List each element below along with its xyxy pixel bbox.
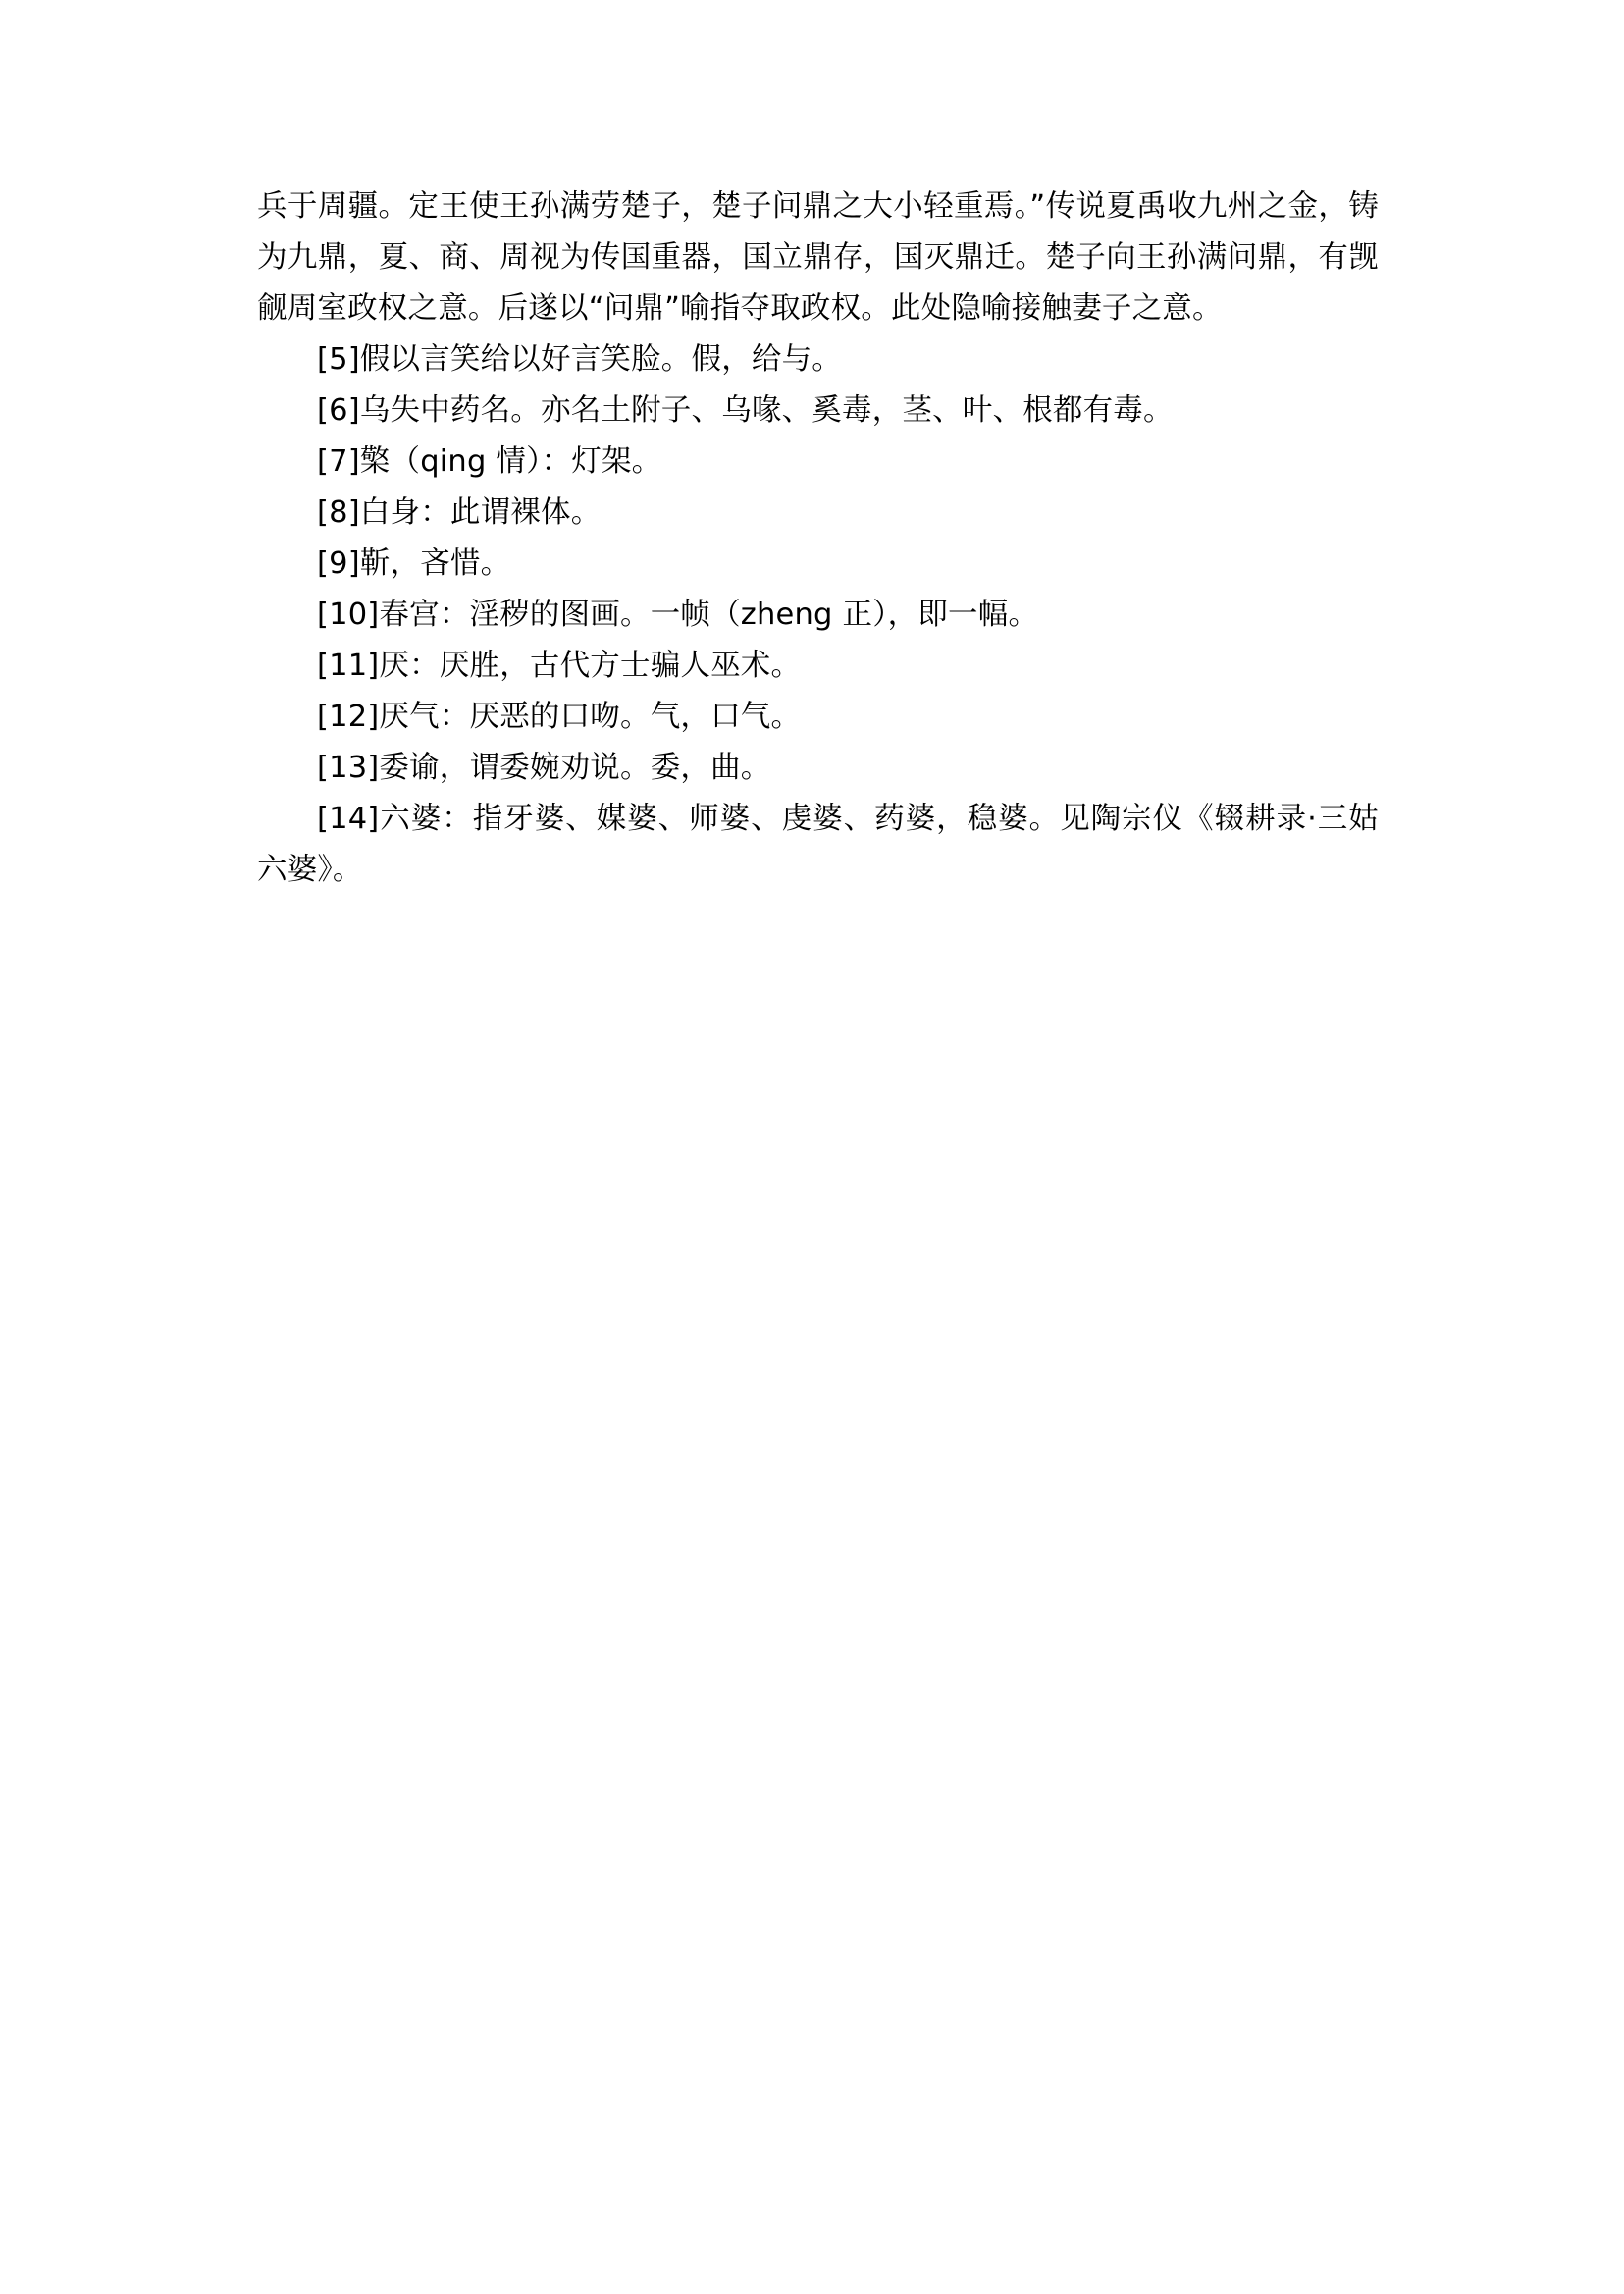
annotation-item-11: [11]厌：厌胜，古代方士骗人巫术。 bbox=[317, 649, 802, 683]
annotation-item-9: [9]靳，吝惜。 bbox=[317, 547, 511, 581]
annotation-item-10: [10]春宫：淫秽的图画。一帧（zheng 正），即一幅。 bbox=[317, 598, 1039, 632]
page-body bbox=[257, 182, 1379, 896]
annotation-item-14: [14]六婆：指牙婆、媒婆、师婆、虔婆、药婆，稳婆。见陶宗仪《辍耕录·三姑六婆》。 bbox=[257, 802, 1379, 887]
annotation-item-5: [5]假以言笑给以好言笑脸。假，给与。 bbox=[317, 342, 843, 377]
annotation-item-13: [13]委谕，谓委婉劝说。委，曲。 bbox=[317, 751, 771, 785]
annotation-item-7: [7]檠（qing 情）：灯架。 bbox=[317, 444, 662, 479]
annotation-item-6: [6]乌失中药名。亦名土附子、乌喙、奚毒，茎、叶、根都有毒。 bbox=[317, 393, 1174, 428]
annotation-list bbox=[257, 335, 1379, 896]
annotation-item-12: [12]厌气：厌恶的口吻。气，口气。 bbox=[317, 700, 802, 734]
paragraph-main: 兵于周疆。定王使王孙满劳楚子，楚子问鼎之大小轻重焉。”传说夏禹收九州之金，铸为九鼎，夏、商、周视为传国重器，国立鼎存，国灭鼎迁。楚子向王孙满问鼎，有觊觎周室政权之意。后遂以“问鼎”喻指夺取政权。此处隐喻接触妻子之意。 bbox=[257, 189, 1379, 326]
annotation-item-8: [8]白身：此谓裸体。 bbox=[317, 495, 602, 530]
